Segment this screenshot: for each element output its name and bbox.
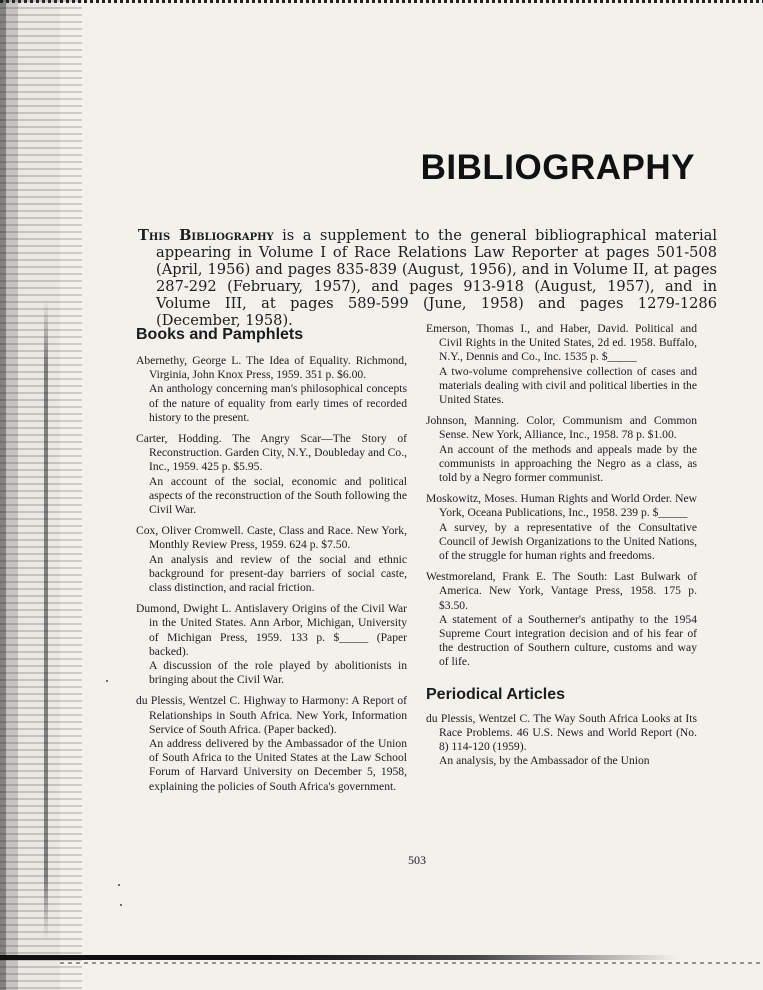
book-entry bbox=[426, 414, 697, 485]
intro-lead: This Bibliography bbox=[138, 227, 274, 244]
book-annotation: A statement of a Southerner's antipathy to the 1954 Supreme Court integration decision and of his fear of the destruction of Southern culture, customs and way of life. bbox=[439, 612, 697, 669]
right-column bbox=[426, 322, 697, 775]
book-citation: Dumond, Dwight L. Antislavery Origins of the Civil War in the United States. Ann Arbor, Michigan, University of Michigan Press, 1959. 133 p. $_____ (Paper backed). bbox=[136, 602, 407, 658]
book-entry bbox=[136, 354, 407, 425]
scan-speck bbox=[106, 680, 108, 682]
page-title: BIBLIOGRAPHY bbox=[420, 148, 695, 187]
scan-bottom-tail bbox=[60, 962, 760, 964]
book-entry bbox=[136, 524, 407, 595]
book-citation: Westmoreland, Frank E. The South: Last Bulwark of America. New York, Vantage Press, 1958. 175 p. $3.50. bbox=[426, 570, 697, 612]
book-citation: Cox, Oliver Cromwell. Caste, Class and Race. New York, Monthly Review Press, 1959. 624 p. $7.50. bbox=[136, 524, 407, 552]
book-entry bbox=[136, 602, 407, 687]
book-entry bbox=[426, 492, 697, 563]
book-annotation: An address delivered by the Ambassador of the Union of South Africa to the United States at the Law School Forum of Harvard University on December 5, 1958, explaining the policies of South Africa's government. bbox=[149, 737, 407, 793]
periodicals-heading: Periodical Articles bbox=[426, 685, 566, 703]
book-entry bbox=[426, 570, 697, 669]
book-citation: Moskowitz, Moses. Human Rights and World Order. New York, Oceana Publications, Inc., 1958. 239 p. $_____ bbox=[426, 492, 697, 520]
scan-bottom-edge bbox=[0, 955, 680, 960]
book-annotation: An anthology concerning man's philosophical concepts of the nature of equality from early times of recorded history to the present. bbox=[149, 382, 407, 424]
book-citation: du Plessis, Wentzel C. Highway to Harmony: A Report of Relationships in South Africa. New York, Information Service of South Africa. (Paper backed). bbox=[136, 694, 407, 736]
book-citation: Abernethy, George L. The Idea of Equality. Richmond, Virginia, John Knox Press, 1959. 351 p. $6.00. bbox=[136, 354, 407, 382]
scan-binding-edge bbox=[44, 300, 48, 940]
scan-speck bbox=[118, 884, 120, 886]
book-citation: Johnson, Manning. Color, Communism and Common Sense. New York, Alliance, Inc., 1958. 78 p. $1.00. bbox=[426, 414, 697, 442]
book-entry bbox=[136, 694, 407, 793]
book-annotation: An account of the methods and appeals made by the communists in approaching the Negro as a class, as told by a Negro former communist. bbox=[439, 442, 697, 485]
periodical-annotation: An analysis, by the Ambassador of the Union bbox=[439, 754, 650, 768]
periodical-entry bbox=[426, 712, 697, 769]
left-column bbox=[136, 322, 407, 801]
scan-top-edge bbox=[0, 0, 763, 3]
scan-speck bbox=[120, 904, 122, 906]
intro-text: is a supplement to the general bibliographical material appearing in Volume I of Race Relations Law Reporter at pages 501-508 (April, 1956) and pages 835-839 (August, 1956), and in Volume II, at pages 287-292 (February, 1957), and pages 913-918 (August, 1957), and in Volume III, at pages 589-599 (June, 1958) and pages 1279-1286 (December, 1958). bbox=[156, 227, 717, 329]
book-annotation: A survey, by a representative of the Consultative Council of Jewish Organizations to the United Nations, of the struggle for human rights and freedoms. bbox=[439, 520, 697, 563]
book-entry bbox=[426, 322, 697, 407]
intro-paragraph bbox=[138, 227, 717, 329]
book-annotation: An account of the social, economic and political aspects of the reconstruction of the South following the Civil War. bbox=[149, 474, 407, 517]
book-entry bbox=[136, 432, 407, 517]
books-heading: Books and Pamphlets bbox=[136, 326, 304, 343]
scan-binding-shadow bbox=[0, 0, 82, 990]
book-annotation: A discussion of the role played by abolitionists in bringing about the Civil War. bbox=[149, 659, 407, 687]
book-citation: Emerson, Thomas I., and Haber, David. Political and Civil Rights in the United States, 2d ed. 1958. Buffalo, N.Y., Dennis and Co., Inc. 1535 p. $_____ bbox=[426, 322, 697, 364]
page-number: 503 bbox=[408, 853, 426, 867]
book-annotation: An analysis and review of the social and ethnic background for present-day barriers of social caste, class distinction, and racial friction. bbox=[149, 552, 407, 595]
periodical-citation: du Plessis, Wentzel C. The Way South Africa Looks at Its Race Problems. 46 U.S. News and World Report (No. 8) 114-120 (1959). bbox=[426, 711, 697, 754]
book-annotation: A two-volume comprehensive collection of cases and materials dealing with civil and political liberties in the United States. bbox=[439, 364, 697, 407]
book-citation: Carter, Hodding. The Angry Scar—The Story of Reconstruction. Garden City, N.Y., Doubleday and Co., Inc., 1959. 425 p. $5.95. bbox=[136, 432, 407, 474]
